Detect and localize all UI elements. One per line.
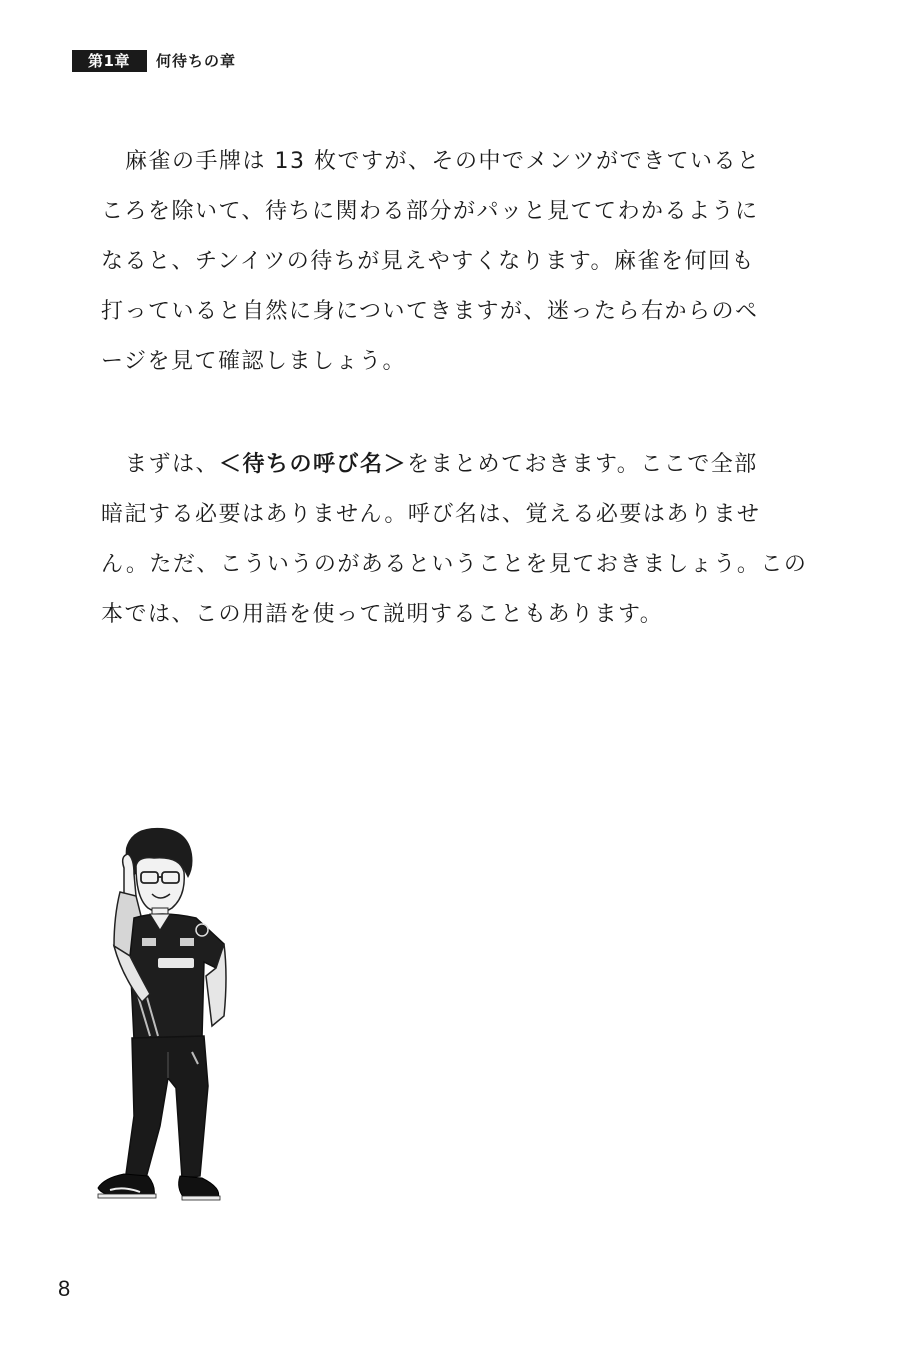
- paragraph-line: 麻雀の手牌は 13 枚ですが、その中でメンツができていると: [125, 149, 761, 174]
- chapter-header: [72, 50, 236, 72]
- paragraph-line: [101, 440, 781, 490]
- paragraph-1: [101, 137, 781, 387]
- chapter-tag: 第1章: [72, 50, 147, 72]
- paragraph-line: 暗記する必要はありません。呼び名は、覚える必要はありませ: [101, 502, 761, 527]
- paragraph-line: ージを見て確認しましょう。: [101, 349, 407, 374]
- paragraph-text: をまとめておきます。ここで全部: [407, 452, 758, 477]
- character-illustration: [84, 826, 244, 1211]
- paragraph-2: [101, 440, 808, 640]
- paragraph-line: なると、チンイツの待ちが見えやすくなります。麻雀を何回も: [101, 249, 756, 274]
- paragraph-text: まずは、: [125, 452, 220, 477]
- paragraph-line: 本では、この用語を使って説明することもあります。: [101, 602, 664, 627]
- paragraph-line: ん。ただ、こういうのがあるということを見ておきましょう。この: [101, 552, 808, 577]
- paragraph-line: ころを除いて、待ちに関わる部分がパッと見ててわかるように: [101, 199, 759, 224]
- chapter-title: 何待ちの章: [155, 52, 236, 70]
- page-number: 8: [58, 1276, 71, 1301]
- emphasized-term: ＜待ちの呼び名＞: [219, 452, 408, 477]
- paragraph-line: 打っていると自然に身についてきますが、迷ったら右からのペ: [101, 299, 759, 324]
